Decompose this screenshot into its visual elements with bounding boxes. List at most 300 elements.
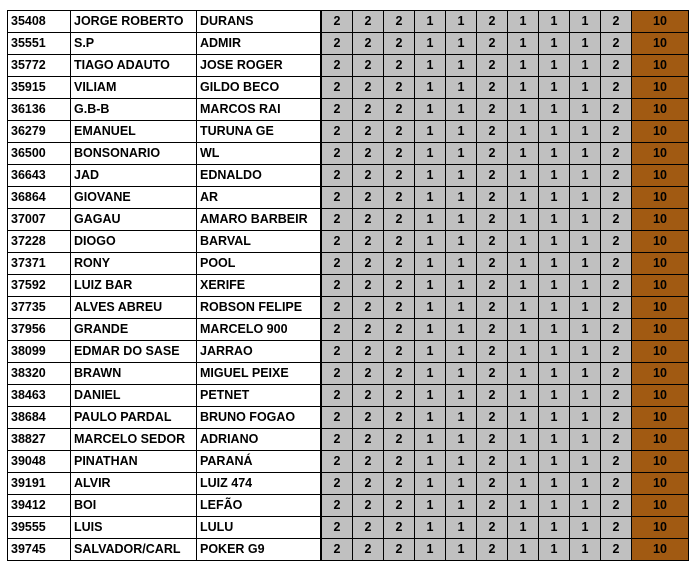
table-row [8, 539, 689, 561]
score-cell: 1 [415, 187, 446, 209]
score-cell: 2 [353, 165, 384, 187]
score-cell: 1 [570, 187, 601, 209]
entry-id-cell: 36136 [8, 99, 71, 121]
score-cell: 1 [446, 11, 477, 33]
player-name-cell: VILIAM [71, 77, 197, 99]
score-cell: 1 [539, 55, 570, 77]
score-cell: 2 [384, 231, 415, 253]
score-cell: 1 [446, 187, 477, 209]
entry-id-cell: 35772 [8, 55, 71, 77]
score-cell: 1 [446, 121, 477, 143]
score-cell: 1 [539, 99, 570, 121]
player-name-cell: BONSONARIO [71, 143, 197, 165]
entry-id-cell: 35408 [8, 11, 71, 33]
score-cell: 2 [384, 451, 415, 473]
score-cell: 2 [601, 495, 632, 517]
score-cell: 1 [415, 539, 446, 561]
score-cell: 1 [570, 253, 601, 275]
score-cell: 2 [384, 539, 415, 561]
score-cell: 1 [446, 275, 477, 297]
score-cell: 1 [539, 363, 570, 385]
score-cell: 1 [539, 231, 570, 253]
score-cell: 2 [321, 495, 353, 517]
total-cell: 10 [632, 473, 689, 495]
score-cell: 2 [477, 55, 508, 77]
score-cell: 2 [353, 11, 384, 33]
score-cell: 1 [508, 517, 539, 539]
score-cell: 2 [601, 231, 632, 253]
score-cell: 2 [353, 429, 384, 451]
score-cell: 2 [321, 33, 353, 55]
score-cell: 2 [601, 275, 632, 297]
table-row [8, 363, 689, 385]
score-cell: 1 [570, 209, 601, 231]
entry-id-cell: 39745 [8, 539, 71, 561]
score-cell: 1 [508, 539, 539, 561]
score-cell: 1 [508, 473, 539, 495]
partner-name-cell: JARRAO [197, 341, 322, 363]
score-cell: 2 [384, 143, 415, 165]
entry-id-cell: 37007 [8, 209, 71, 231]
total-cell: 10 [632, 77, 689, 99]
partner-name-cell: MARCOS RAI [197, 99, 322, 121]
score-cell: 2 [477, 187, 508, 209]
score-cell: 2 [353, 473, 384, 495]
score-cell: 2 [384, 319, 415, 341]
score-cell: 2 [384, 495, 415, 517]
score-cell: 1 [508, 121, 539, 143]
partner-name-cell: TURUNA GE [197, 121, 322, 143]
score-cell: 2 [321, 385, 353, 407]
entry-id-cell: 35915 [8, 77, 71, 99]
table-row [8, 231, 689, 253]
total-cell: 10 [632, 143, 689, 165]
table-row [8, 165, 689, 187]
player-name-cell: DANIEL [71, 385, 197, 407]
score-cell: 1 [446, 517, 477, 539]
score-cell: 2 [477, 341, 508, 363]
score-cell: 1 [539, 121, 570, 143]
score-cell: 1 [446, 253, 477, 275]
score-cell: 1 [508, 209, 539, 231]
total-cell: 10 [632, 517, 689, 539]
total-cell: 10 [632, 407, 689, 429]
total-cell: 10 [632, 11, 689, 33]
table-row [8, 187, 689, 209]
table-row [8, 121, 689, 143]
score-cell: 1 [539, 165, 570, 187]
score-cell: 1 [570, 275, 601, 297]
score-cell: 2 [321, 517, 353, 539]
player-name-cell: TIAGO ADAUTO [71, 55, 197, 77]
score-cell: 2 [384, 297, 415, 319]
score-cell: 2 [384, 385, 415, 407]
score-cell: 1 [415, 473, 446, 495]
score-cell: 2 [384, 473, 415, 495]
score-cell: 2 [321, 539, 353, 561]
score-cell: 2 [477, 451, 508, 473]
score-cell: 1 [415, 11, 446, 33]
player-name-cell: JAD [71, 165, 197, 187]
table-row [8, 297, 689, 319]
score-cell: 2 [353, 385, 384, 407]
score-cell: 1 [508, 385, 539, 407]
score-cell: 2 [601, 187, 632, 209]
score-cell: 1 [570, 33, 601, 55]
score-cell: 1 [446, 341, 477, 363]
player-name-cell: GIOVANE [71, 187, 197, 209]
score-cell: 2 [321, 55, 353, 77]
score-cell: 1 [508, 33, 539, 55]
entry-id-cell: 36500 [8, 143, 71, 165]
score-cell: 1 [539, 33, 570, 55]
score-cell: 1 [570, 55, 601, 77]
player-name-cell: ALVES ABREU [71, 297, 197, 319]
partner-name-cell: XERIFE [197, 275, 322, 297]
entry-id-cell: 36643 [8, 165, 71, 187]
score-cell: 2 [477, 539, 508, 561]
player-name-cell: LUIZ BAR [71, 275, 197, 297]
partner-name-cell: LEFÃO [197, 495, 322, 517]
score-cell: 1 [508, 11, 539, 33]
score-cell: 2 [384, 187, 415, 209]
entry-id-cell: 37592 [8, 275, 71, 297]
entry-id-cell: 37371 [8, 253, 71, 275]
score-cell: 1 [415, 407, 446, 429]
score-cell: 1 [539, 297, 570, 319]
score-cell: 1 [415, 275, 446, 297]
score-cell: 2 [321, 451, 353, 473]
score-table [7, 10, 689, 561]
table-row [8, 495, 689, 517]
player-name-cell: EDMAR DO SASE [71, 341, 197, 363]
score-cell: 1 [570, 77, 601, 99]
score-cell: 2 [384, 121, 415, 143]
score-cell: 2 [384, 253, 415, 275]
score-cell: 2 [477, 407, 508, 429]
player-name-cell: PAULO PARDAL [71, 407, 197, 429]
score-cell: 2 [601, 539, 632, 561]
score-cell: 1 [446, 319, 477, 341]
score-cell: 2 [353, 275, 384, 297]
partner-name-cell: EDNALDO [197, 165, 322, 187]
score-cell: 2 [321, 165, 353, 187]
partner-name-cell: BRUNO FOGAO [197, 407, 322, 429]
score-cell: 1 [570, 407, 601, 429]
total-cell: 10 [632, 55, 689, 77]
score-cell: 1 [415, 253, 446, 275]
score-cell: 1 [508, 253, 539, 275]
total-cell: 10 [632, 429, 689, 451]
score-cell: 2 [601, 473, 632, 495]
score-cell: 1 [446, 297, 477, 319]
player-name-cell: BOI [71, 495, 197, 517]
total-cell: 10 [632, 253, 689, 275]
score-cell: 2 [321, 429, 353, 451]
total-cell: 10 [632, 363, 689, 385]
partner-name-cell: AMARO BARBEIR [197, 209, 322, 231]
score-cell: 1 [570, 297, 601, 319]
score-cell: 1 [539, 77, 570, 99]
player-name-cell: SALVADOR/CARL [71, 539, 197, 561]
score-cell: 2 [384, 363, 415, 385]
score-cell: 2 [321, 187, 353, 209]
score-cell: 1 [446, 143, 477, 165]
score-cell: 2 [477, 253, 508, 275]
score-cell: 2 [477, 209, 508, 231]
score-cell: 1 [539, 319, 570, 341]
score-cell: 2 [601, 407, 632, 429]
score-cell: 2 [601, 385, 632, 407]
player-name-cell: S.P [71, 33, 197, 55]
score-cell: 2 [353, 297, 384, 319]
partner-name-cell: BARVAL [197, 231, 322, 253]
entry-id-cell: 39555 [8, 517, 71, 539]
total-cell: 10 [632, 165, 689, 187]
score-cell: 1 [570, 495, 601, 517]
score-cell: 1 [539, 517, 570, 539]
score-cell: 1 [415, 165, 446, 187]
score-cell: 1 [539, 451, 570, 473]
score-cell: 1 [446, 539, 477, 561]
score-cell: 1 [446, 77, 477, 99]
entry-id-cell: 38320 [8, 363, 71, 385]
entry-id-cell: 36279 [8, 121, 71, 143]
score-cell: 1 [415, 451, 446, 473]
score-cell: 2 [601, 319, 632, 341]
partner-name-cell: JOSE ROGER [197, 55, 322, 77]
player-name-cell: RONY [71, 253, 197, 275]
score-cell: 2 [601, 451, 632, 473]
score-cell: 2 [353, 55, 384, 77]
partner-name-cell: DURANS [197, 11, 322, 33]
score-cell: 2 [321, 297, 353, 319]
score-cell: 2 [321, 319, 353, 341]
score-cell: 1 [539, 275, 570, 297]
score-cell: 2 [601, 429, 632, 451]
score-cell: 2 [353, 341, 384, 363]
score-cell: 2 [321, 253, 353, 275]
score-cell: 1 [539, 495, 570, 517]
score-cell: 2 [384, 517, 415, 539]
partner-name-cell: MIGUEL PEIXE [197, 363, 322, 385]
score-cell: 2 [477, 363, 508, 385]
partner-name-cell: LUIZ 474 [197, 473, 322, 495]
table-row [8, 143, 689, 165]
score-cell: 2 [477, 319, 508, 341]
entry-id-cell: 39048 [8, 451, 71, 473]
total-cell: 10 [632, 121, 689, 143]
partner-name-cell: WL [197, 143, 322, 165]
score-cell: 1 [508, 319, 539, 341]
total-cell: 10 [632, 297, 689, 319]
score-cell: 1 [446, 407, 477, 429]
score-cell: 1 [415, 77, 446, 99]
score-cell: 2 [353, 319, 384, 341]
score-cell: 1 [570, 451, 601, 473]
score-cell: 1 [508, 451, 539, 473]
score-cell: 1 [508, 429, 539, 451]
score-cell: 1 [446, 385, 477, 407]
score-cell: 2 [321, 143, 353, 165]
score-cell: 1 [415, 517, 446, 539]
score-table-body [8, 11, 689, 561]
score-cell: 1 [415, 363, 446, 385]
score-cell: 2 [321, 209, 353, 231]
score-cell: 2 [321, 231, 353, 253]
score-cell: 1 [570, 231, 601, 253]
score-cell: 1 [446, 363, 477, 385]
score-cell: 2 [384, 209, 415, 231]
score-cell: 2 [353, 77, 384, 99]
score-cell: 2 [477, 143, 508, 165]
score-cell: 2 [353, 231, 384, 253]
score-cell: 2 [353, 143, 384, 165]
score-cell: 1 [539, 407, 570, 429]
partner-name-cell: ADRIANO [197, 429, 322, 451]
score-cell: 1 [415, 297, 446, 319]
score-cell: 2 [477, 473, 508, 495]
score-cell: 1 [570, 473, 601, 495]
score-cell: 1 [415, 143, 446, 165]
score-cell: 2 [353, 495, 384, 517]
score-cell: 2 [601, 363, 632, 385]
score-cell: 2 [477, 165, 508, 187]
score-cell: 2 [384, 275, 415, 297]
partner-name-cell: POKER G9 [197, 539, 322, 561]
score-cell: 1 [446, 429, 477, 451]
score-cell: 1 [446, 165, 477, 187]
table-row [8, 341, 689, 363]
score-cell: 2 [384, 11, 415, 33]
score-cell: 2 [601, 77, 632, 99]
score-cell: 2 [353, 407, 384, 429]
partner-name-cell: AR [197, 187, 322, 209]
score-cell: 1 [415, 429, 446, 451]
score-cell: 1 [508, 275, 539, 297]
total-cell: 10 [632, 539, 689, 561]
score-cell: 2 [321, 77, 353, 99]
score-cell: 2 [601, 99, 632, 121]
score-cell: 1 [570, 341, 601, 363]
score-cell: 1 [570, 143, 601, 165]
score-cell: 2 [353, 539, 384, 561]
score-cell: 2 [353, 33, 384, 55]
player-name-cell: JORGE ROBERTO [71, 11, 197, 33]
score-cell: 2 [477, 77, 508, 99]
score-cell: 2 [384, 33, 415, 55]
score-cell: 2 [321, 341, 353, 363]
score-cell: 2 [321, 473, 353, 495]
entry-id-cell: 38827 [8, 429, 71, 451]
score-cell: 2 [601, 517, 632, 539]
score-cell: 2 [477, 33, 508, 55]
score-cell: 2 [477, 385, 508, 407]
score-cell: 2 [477, 99, 508, 121]
score-cell: 2 [601, 121, 632, 143]
entry-id-cell: 38099 [8, 341, 71, 363]
partner-name-cell: PARANÁ [197, 451, 322, 473]
table-row [8, 517, 689, 539]
score-cell: 1 [415, 55, 446, 77]
score-cell: 1 [508, 55, 539, 77]
table-row [8, 473, 689, 495]
total-cell: 10 [632, 231, 689, 253]
table-row [8, 55, 689, 77]
score-cell: 2 [601, 165, 632, 187]
total-cell: 10 [632, 319, 689, 341]
score-cell: 1 [570, 319, 601, 341]
score-cell: 2 [321, 11, 353, 33]
partner-name-cell: LULU [197, 517, 322, 539]
score-cell: 1 [539, 539, 570, 561]
score-cell: 1 [570, 429, 601, 451]
player-name-cell: PINATHAN [71, 451, 197, 473]
player-name-cell: MARCELO SEDOR [71, 429, 197, 451]
score-cell: 2 [601, 33, 632, 55]
score-cell: 1 [508, 341, 539, 363]
table-row [8, 319, 689, 341]
score-cell: 2 [601, 11, 632, 33]
score-cell: 1 [508, 407, 539, 429]
score-cell: 1 [415, 121, 446, 143]
score-cell: 2 [384, 165, 415, 187]
score-cell: 1 [508, 231, 539, 253]
score-cell: 1 [446, 33, 477, 55]
score-cell: 1 [539, 385, 570, 407]
score-cell: 2 [353, 99, 384, 121]
score-cell: 2 [321, 275, 353, 297]
entry-id-cell: 37735 [8, 297, 71, 319]
score-cell: 1 [508, 143, 539, 165]
score-cell: 1 [446, 55, 477, 77]
entry-id-cell: 35551 [8, 33, 71, 55]
table-row [8, 407, 689, 429]
entry-id-cell: 37228 [8, 231, 71, 253]
score-cell: 2 [601, 253, 632, 275]
total-cell: 10 [632, 99, 689, 121]
table-row [8, 385, 689, 407]
score-cell: 1 [570, 363, 601, 385]
score-cell: 1 [446, 209, 477, 231]
table-row [8, 77, 689, 99]
score-cell: 1 [570, 11, 601, 33]
score-cell: 1 [415, 495, 446, 517]
entry-id-cell: 36864 [8, 187, 71, 209]
score-cell: 2 [353, 253, 384, 275]
score-cell: 1 [539, 209, 570, 231]
score-cell: 1 [539, 341, 570, 363]
player-name-cell: BRAWN [71, 363, 197, 385]
table-row [8, 33, 689, 55]
score-cell: 1 [415, 99, 446, 121]
total-cell: 10 [632, 33, 689, 55]
partner-name-cell: ROBSON FELIPE [197, 297, 322, 319]
score-cell: 1 [446, 99, 477, 121]
score-cell: 2 [353, 363, 384, 385]
partner-name-cell: MARCELO 900 [197, 319, 322, 341]
score-cell: 2 [321, 363, 353, 385]
score-cell: 1 [539, 429, 570, 451]
partner-name-cell: ADMIR [197, 33, 322, 55]
score-cell: 1 [539, 187, 570, 209]
score-cell: 2 [353, 517, 384, 539]
partner-name-cell: PETNET [197, 385, 322, 407]
score-cell: 2 [384, 407, 415, 429]
player-name-cell: EMANUEL [71, 121, 197, 143]
score-cell: 1 [446, 495, 477, 517]
total-cell: 10 [632, 385, 689, 407]
